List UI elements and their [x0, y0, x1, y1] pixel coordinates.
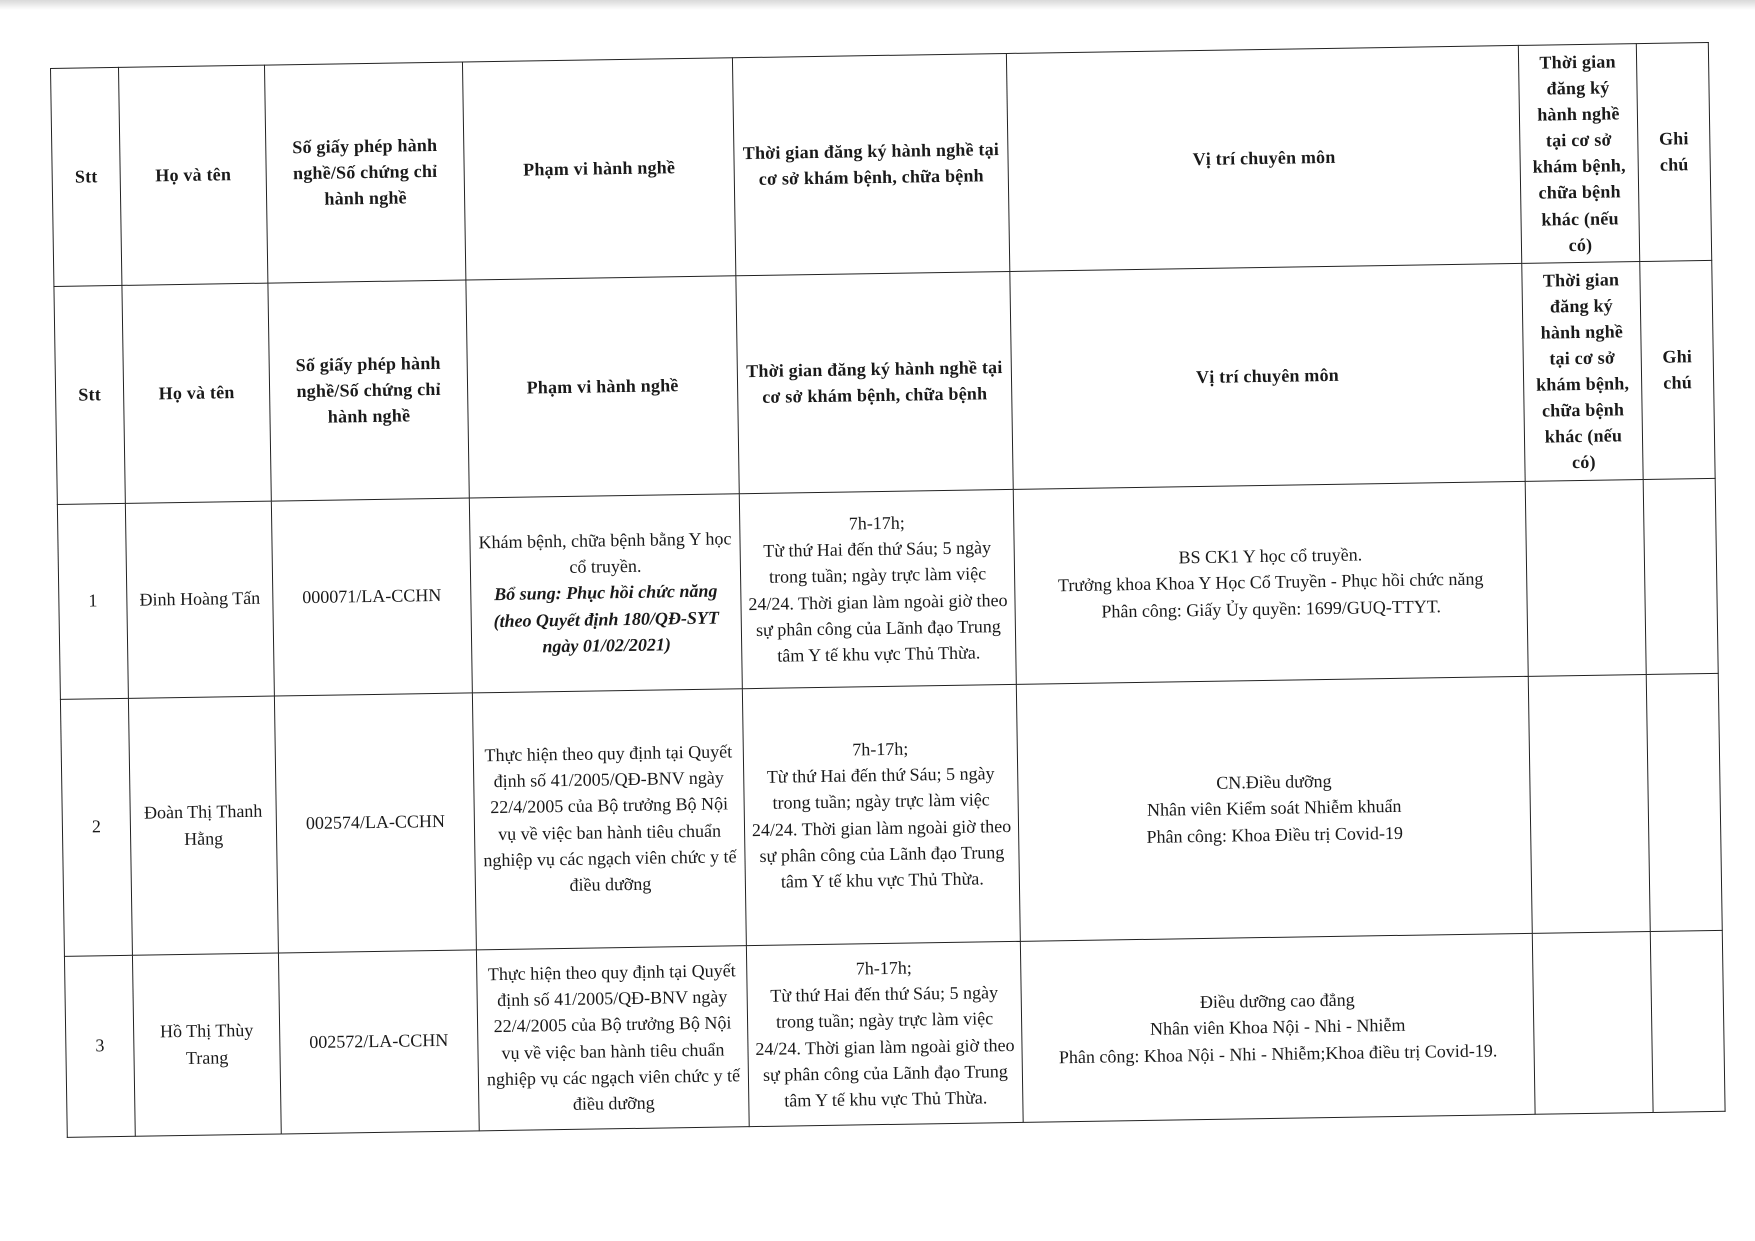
cell-time — [746, 941, 1023, 1126]
cell-stt: 2 — [60, 698, 132, 956]
header-position: Vị trí chuyên môn — [1010, 263, 1525, 489]
cell-other-time — [1525, 479, 1646, 676]
cell-license: 002574/LA-CCHN — [274, 692, 476, 952]
cell-license: 000071/LA-CCHN — [271, 497, 472, 695]
cell-note — [1643, 478, 1718, 674]
time-hours: 7h-17h; — [855, 957, 912, 979]
document-page — [50, 42, 1725, 1137]
time-detail: Từ thứ Hai đến thứ Sáu; 5 ngày trong tuần; ngày trực làm việc 24/24. Thời gian làm ngoài giờ theo sự phân công của Lãnh đạo Trung tâm Y tế khu vực Thủ Thừa. — [755, 982, 1015, 1111]
header-license: Số giấy phép hành nghề/Số chứng chỉ hành nghề — [268, 280, 469, 501]
header-scope: Phạm vi hành nghề — [466, 276, 739, 498]
position-line: Phân công: Khoa Nội - Nhi - Nhiễm;Khoa điều trị Covid-19. — [1058, 1039, 1498, 1067]
time-hours: 7h-17h; — [852, 738, 909, 760]
header-row-repeat — [54, 260, 1715, 504]
header-stt: Stt — [54, 285, 125, 504]
position-line: Nhân viên Kiểm soát Nhiễm khuẩn — [1146, 796, 1402, 821]
cell-name: Đoàn Thị Thanh Hằng — [128, 696, 278, 955]
time-detail: Từ thứ Hai đến thứ Sáu; 5 ngày trong tuần; ngày trực làm việc 24/24. Thời gian làm ngoài giờ theo sự phân công của Lãnh đạo Trung tâm Y tế khu vực Thủ Thừa. — [748, 537, 1008, 666]
cell-stt: 1 — [57, 503, 128, 699]
position-line: CN.Điều dưỡng — [1216, 771, 1332, 794]
header-scope: Phạm vi hành nghề — [462, 58, 735, 280]
position-line: Phân công: Khoa Điều trị Covid-19 — [1146, 822, 1404, 847]
position-line: BS CK1 Y học cổ truyền. — [1178, 544, 1363, 568]
cell-time — [739, 489, 1016, 688]
position-line: Phân công: Giấy Ủy quyền: 1699/GUQ-TTYT. — [1101, 595, 1442, 622]
cell-time — [742, 684, 1020, 945]
position-line: Điều dưỡng cao đẳng — [1199, 989, 1355, 1013]
header-name: Họ và tên — [122, 283, 271, 503]
header-stt: Stt — [51, 67, 122, 286]
header-time: Thời gian đăng ký hành nghề tại cơ sở khám bệnh, chữa bệnh — [736, 271, 1013, 493]
cell-license: 002572/LA-CCHN — [278, 949, 479, 1133]
header-other-time: Thời gian đăng ký hành nghề tại cơ sở khám bệnh, chữa bệnh khác (nếu có) — [1518, 44, 1639, 264]
table-row — [64, 930, 1725, 1137]
table-row — [60, 673, 1722, 956]
header-license: Số giấy phép hành nghề/Số chứng chỉ hành nghề — [264, 62, 465, 283]
cell-name: Đinh Hoàng Tấn — [125, 501, 274, 698]
cell-scope: Thực hiện theo quy định tại Quyết định số 41/2005/QĐ-BNV ngày 22/4/2005 của Bộ trưởng Bộ Nội vụ về việc ban hành tiêu chuẩn nghiệp vụ các ngạch viên chức y tế điều dưỡng — [476, 945, 749, 1130]
header-position: Vị trí chuyên môn — [1006, 45, 1521, 271]
cell-scope: Thực hiện theo quy định tại Quyết định số 41/2005/QĐ-BNV ngày 22/4/2005 của Bộ trưởng Bộ Nội vụ về việc ban hành tiêu chuẩn nghiệp vụ các ngạch viên chức y tế điều dưỡng — [472, 688, 746, 949]
cell-position — [1013, 481, 1528, 684]
cell-position — [1020, 933, 1535, 1122]
cell-other-time — [1532, 931, 1653, 1114]
cell-stt: 3 — [64, 955, 135, 1137]
scan-edge — [0, 0, 1755, 10]
time-detail: Từ thứ Hai đến thứ Sáu; 5 ngày trong tuần; ngày trực làm việc 24/24. Thời gian làm ngoài giờ theo sự phân công của Lãnh đạo Trung tâm Y tế khu vực Thủ Thừa. — [751, 763, 1012, 892]
cell-position — [1016, 676, 1532, 941]
cell-note — [1650, 930, 1725, 1112]
scope-text: Khám bệnh, chữa bệnh bằng Y học cổ truyền. — [478, 528, 732, 578]
header-other-time: Thời gian đăng ký hành nghề tại cơ sở khám bệnh, chữa bệnh khác (nếu có) — [1522, 261, 1643, 481]
scope-extra: Bổ sung: Phục hồi chức năng (theo Quyết định 180/QĐ-SYT ngày 01/02/2021) — [493, 581, 720, 656]
cell-note — [1646, 673, 1722, 931]
header-name: Họ và tên — [118, 65, 267, 285]
header-note: Ghi chú — [1636, 42, 1711, 261]
cell-name: Hồ Thị Thùy Trang — [132, 953, 281, 1136]
cell-other-time — [1528, 674, 1650, 933]
position-line: Trưởng khoa Khoa Y Học Cổ Truyền - Phục hồi chức năng — [1057, 569, 1484, 596]
practitioner-table — [50, 42, 1726, 1137]
header-time: Thời gian đăng ký hành nghề tại cơ sở khám bệnh, chữa bệnh — [732, 53, 1009, 275]
position-line: Nhân viên Khoa Nội - Nhi - Nhiễm — [1149, 1015, 1406, 1040]
time-hours: 7h-17h; — [848, 512, 905, 534]
header-note: Ghi chú — [1640, 260, 1715, 479]
table-row — [57, 478, 1718, 699]
cell-scope — [469, 493, 742, 692]
header-row — [51, 42, 1712, 286]
